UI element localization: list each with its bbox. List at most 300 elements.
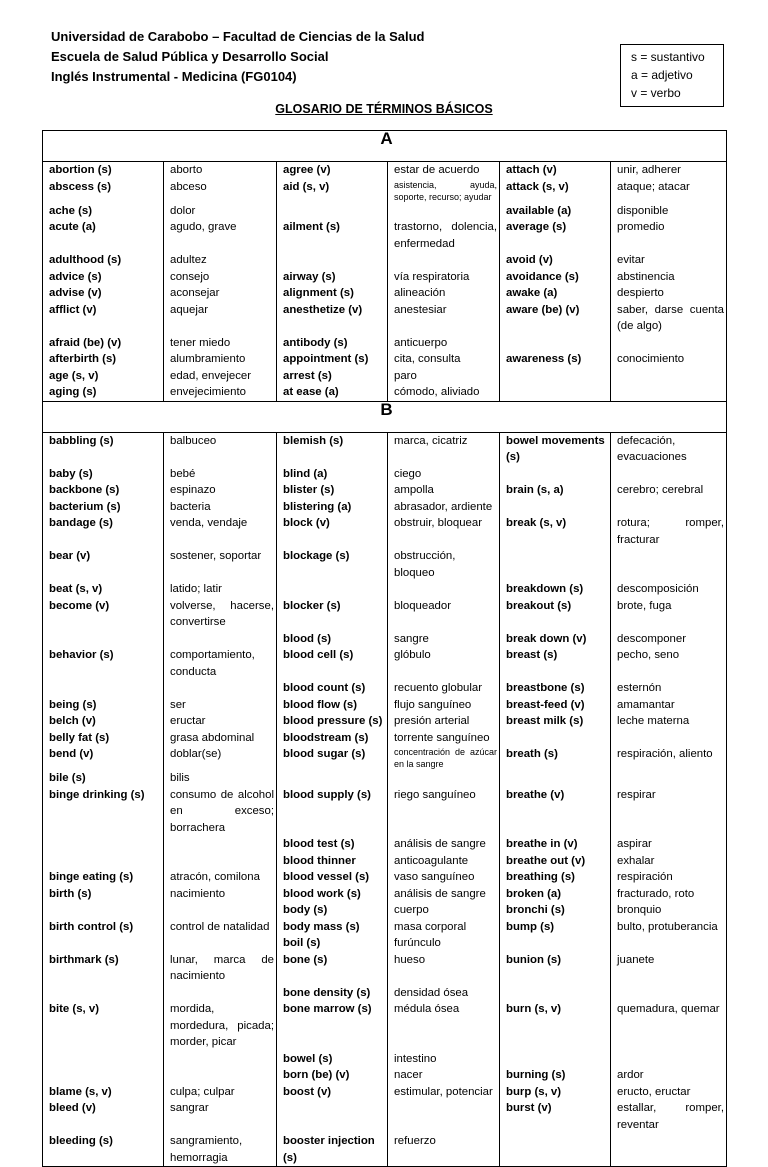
definition-cell: nacer (388, 1067, 500, 1084)
definition-cell: despierto (611, 285, 727, 302)
term-cell: at ease (a) (277, 384, 388, 401)
definition-cell (611, 548, 727, 581)
term-cell: available (a) (500, 203, 611, 220)
term-cell: breathe in (v) (500, 836, 611, 853)
definition-cell (611, 466, 727, 483)
definition-cell: bilis (164, 770, 277, 787)
abbreviation-legend (620, 44, 724, 107)
definition-cell: abrasador, ardiente (388, 499, 500, 516)
table-row (43, 1001, 727, 1051)
term-cell: bowel movements (s) (500, 432, 611, 466)
definition-cell: edad, envejecer (164, 368, 277, 385)
term-cell: advice (s) (43, 269, 164, 286)
term-cell: blockage (s) (277, 548, 388, 581)
table-row (43, 252, 727, 269)
definition-cell: defecación, evacuaciones (611, 432, 727, 466)
definition-cell (611, 368, 727, 385)
definition-cell: masa corporal (388, 919, 500, 936)
term-cell (277, 770, 388, 787)
table-row (43, 499, 727, 516)
section-header-row (43, 401, 727, 432)
table-row (43, 515, 727, 548)
term-cell: birth control (s) (43, 919, 164, 936)
term-cell: breakdown (s) (500, 581, 611, 598)
definition-cell (164, 1051, 277, 1068)
term-cell: bile (s) (43, 770, 164, 787)
table-row (43, 836, 727, 853)
table-row (43, 631, 727, 648)
table-row (43, 482, 727, 499)
definition-cell: bebé (164, 466, 277, 483)
definition-cell: glóbulo (388, 647, 500, 680)
table-row (43, 1100, 727, 1133)
definition-cell: alumbramiento (164, 351, 277, 368)
table-row (43, 368, 727, 385)
table-row (43, 869, 727, 886)
term-cell: age (s, v) (43, 368, 164, 385)
definition-cell: eructo, eructar (611, 1084, 727, 1101)
definition-cell: sangre (388, 631, 500, 648)
header-line-course: Inglés Instrumental - Medicina (FG0104) (51, 69, 297, 84)
definition-cell: nacimiento (164, 886, 277, 903)
term-cell: birthmark (s) (43, 952, 164, 985)
term-cell: burp (s, v) (500, 1084, 611, 1101)
table-row (43, 581, 727, 598)
definition-cell: hueso (388, 952, 500, 985)
table-row (43, 886, 727, 903)
term-cell: blood sugar (s) (277, 746, 388, 770)
table-row (43, 1067, 727, 1084)
legend-item: s = sustantivo (631, 50, 705, 64)
definition-cell: cómodo, aliviado (388, 384, 500, 401)
definition-cell (611, 1051, 727, 1068)
term-cell: blood flow (s) (277, 697, 388, 714)
term-cell (500, 770, 611, 787)
term-cell: bite (s, v) (43, 1001, 164, 1051)
table-row (43, 985, 727, 1002)
table-row (43, 902, 727, 919)
definition-cell: amamantar (611, 697, 727, 714)
term-cell: burning (s) (500, 1067, 611, 1084)
term-cell: breastbone (s) (500, 680, 611, 697)
term-cell: bone marrow (s) (277, 1001, 388, 1051)
definition-cell (164, 1067, 277, 1084)
header-line-school: Escuela de Salud Pública y Desarrollo Social (51, 49, 329, 64)
definition-cell: saber, darse cuenta (de algo) (611, 302, 727, 335)
table-row (43, 219, 727, 252)
definition-cell: unir, adherer (611, 162, 727, 179)
table-row (43, 952, 727, 985)
term-cell: being (s) (43, 697, 164, 714)
term-cell: awake (a) (500, 285, 611, 302)
term-cell: behavior (s) (43, 647, 164, 680)
term-cell (500, 466, 611, 483)
definition-cell (164, 631, 277, 648)
term-cell (43, 1051, 164, 1068)
definition-cell: consumo de alcohol en exceso; borrachera (164, 787, 277, 837)
definition-cell: anestesiar (388, 302, 500, 335)
term-cell: avoidance (s) (500, 269, 611, 286)
term-cell: blood supply (s) (277, 787, 388, 837)
definition-cell: sangramiento, hemorragia (164, 1133, 277, 1167)
definition-cell: bacteria (164, 499, 277, 516)
definition-cell: ataque; atacar (611, 179, 727, 203)
term-cell: blood test (s) (277, 836, 388, 853)
table-row (43, 179, 727, 203)
section-letter: B (43, 401, 727, 432)
term-cell (277, 1100, 388, 1133)
definition-cell (388, 252, 500, 269)
term-cell: aware (be) (v) (500, 302, 611, 335)
table-row (43, 598, 727, 631)
term-cell: booster injection (s) (277, 1133, 388, 1167)
definition-cell (164, 902, 277, 919)
term-cell: airway (s) (277, 269, 388, 286)
term-cell: average (s) (500, 219, 611, 252)
term-cell: bandage (s) (43, 515, 164, 548)
definition-cell: intestino (388, 1051, 500, 1068)
term-cell (500, 935, 611, 952)
definition-cell: envejecimiento (164, 384, 277, 401)
definition-cell (164, 853, 277, 870)
definition-cell (164, 680, 277, 697)
definition-cell: cuerpo (388, 902, 500, 919)
term-cell: boil (s) (277, 935, 388, 952)
term-cell: blood work (s) (277, 886, 388, 903)
term-cell (43, 631, 164, 648)
definition-cell: flujo sanguíneo (388, 697, 500, 714)
definition-cell: estimular, potenciar (388, 1084, 500, 1101)
definition-cell (164, 836, 277, 853)
table-row (43, 302, 727, 335)
table-row (43, 335, 727, 352)
term-cell: burn (s, v) (500, 1001, 611, 1051)
term-cell: become (v) (43, 598, 164, 631)
definition-cell (388, 203, 500, 220)
term-cell: ailment (s) (277, 219, 388, 252)
definition-cell (611, 499, 727, 516)
term-cell (43, 836, 164, 853)
definition-cell: sangrar (164, 1100, 277, 1133)
term-cell: belch (v) (43, 713, 164, 730)
table-row (43, 770, 727, 787)
table-row (43, 647, 727, 680)
term-cell: bone density (s) (277, 985, 388, 1002)
term-cell: blame (s, v) (43, 1084, 164, 1101)
term-cell (43, 985, 164, 1002)
term-cell (43, 935, 164, 952)
term-cell: born (be) (v) (277, 1067, 388, 1084)
table-row (43, 787, 727, 837)
term-cell: block (v) (277, 515, 388, 548)
term-cell: bleed (v) (43, 1100, 164, 1133)
definition-cell (611, 335, 727, 352)
term-cell: agree (v) (277, 162, 388, 179)
definition-cell: venda, vendaje (164, 515, 277, 548)
term-cell: break down (v) (500, 631, 611, 648)
definition-cell: bulto, protuberancia (611, 919, 727, 936)
table-row (43, 1084, 727, 1101)
definition-cell: trastorno, dolencia, enfermedad (388, 219, 500, 252)
definition-cell: asistencia, ayuda, soporte, recurso; ayudar (388, 179, 500, 203)
term-cell: attack (s, v) (500, 179, 611, 203)
definition-cell: brote, fuga (611, 598, 727, 631)
term-cell (43, 680, 164, 697)
definition-cell: espinazo (164, 482, 277, 499)
definition-cell: exhalar (611, 853, 727, 870)
term-cell: avoid (v) (500, 252, 611, 269)
term-cell: awareness (s) (500, 351, 611, 368)
table-row (43, 935, 727, 952)
table-row (43, 919, 727, 936)
definition-cell: aconsejar (164, 285, 277, 302)
definition-cell: aspirar (611, 836, 727, 853)
term-cell: acute (a) (43, 219, 164, 252)
definition-cell: bloqueador (388, 598, 500, 631)
term-cell: advise (v) (43, 285, 164, 302)
legend-item: a = adjetivo (631, 68, 693, 82)
table-row (43, 730, 727, 747)
definition-cell: médula ósea (388, 1001, 500, 1051)
definition-cell: agudo, grave (164, 219, 277, 252)
definition-cell (388, 581, 500, 598)
term-cell: baby (s) (43, 466, 164, 483)
definition-cell: descomponer (611, 631, 727, 648)
definition-cell: aquejar (164, 302, 277, 335)
definition-cell: leche materna (611, 713, 727, 730)
table-row (43, 713, 727, 730)
term-cell: attach (v) (500, 162, 611, 179)
definition-cell: marca, cicatriz (388, 432, 500, 466)
definition-cell: densidad ósea (388, 985, 500, 1002)
term-cell: afflict (v) (43, 302, 164, 335)
definition-cell: análisis de sangre (388, 836, 500, 853)
term-cell: afraid (be) (v) (43, 335, 164, 352)
definition-cell: sostener, soportar (164, 548, 277, 581)
term-cell (500, 384, 611, 401)
term-cell: birth (s) (43, 886, 164, 903)
term-cell: breast milk (s) (500, 713, 611, 730)
definition-cell (611, 1133, 727, 1167)
definition-cell (611, 985, 727, 1002)
term-cell: brain (s, a) (500, 482, 611, 499)
table-row (43, 285, 727, 302)
term-cell (277, 203, 388, 220)
definition-cell (164, 935, 277, 952)
header-line-university: Universidad de Carabobo – Facultad de Ciencias de la Salud (51, 29, 425, 44)
document-header (51, 27, 425, 87)
term-cell: blister (s) (277, 482, 388, 499)
term-cell: blood pressure (s) (277, 713, 388, 730)
definition-cell: cerebro; cerebral (611, 482, 727, 499)
term-cell: blemish (s) (277, 432, 388, 466)
term-cell: blood thinner (277, 853, 388, 870)
term-cell: bloodstream (s) (277, 730, 388, 747)
definition-cell: ser (164, 697, 277, 714)
term-cell: breast (s) (500, 647, 611, 680)
definition-cell (611, 935, 727, 952)
definition-cell: respiración, aliento (611, 746, 727, 770)
table-row (43, 203, 727, 220)
term-cell: alignment (s) (277, 285, 388, 302)
definition-cell: furúnculo (388, 935, 500, 952)
definition-cell: alineación (388, 285, 500, 302)
definition-cell: grasa abdominal (164, 730, 277, 747)
term-cell: bump (s) (500, 919, 611, 936)
term-cell: bacterium (s) (43, 499, 164, 516)
table-row (43, 269, 727, 286)
glossary-table (42, 130, 727, 1167)
definition-cell: concentración de azúcar en la sangre (388, 746, 500, 770)
definition-cell: ardor (611, 1067, 727, 1084)
definition-cell (164, 985, 277, 1002)
definition-cell: atracón, comilona (164, 869, 277, 886)
term-cell: blind (a) (277, 466, 388, 483)
definition-cell: doblar(se) (164, 746, 277, 770)
definition-cell: volverse, hacerse, convertirse (164, 598, 277, 631)
term-cell (43, 902, 164, 919)
definition-cell: anticuerpo (388, 335, 500, 352)
definition-cell: descomposición (611, 581, 727, 598)
term-cell: beat (s, v) (43, 581, 164, 598)
table-row (43, 351, 727, 368)
definition-cell: presión arterial (388, 713, 500, 730)
section-header-row (43, 131, 727, 162)
definition-cell: bronquio (611, 902, 727, 919)
definition-cell: dolor (164, 203, 277, 220)
term-cell: belly fat (s) (43, 730, 164, 747)
term-cell: adulthood (s) (43, 252, 164, 269)
term-cell (500, 548, 611, 581)
table-row (43, 548, 727, 581)
term-cell: burst (v) (500, 1100, 611, 1133)
definition-cell: riego sanguíneo (388, 787, 500, 837)
term-cell: breath (s) (500, 746, 611, 770)
term-cell: bunion (s) (500, 952, 611, 985)
term-cell: appointment (s) (277, 351, 388, 368)
term-cell: antibody (s) (277, 335, 388, 352)
definition-cell: refuerzo (388, 1133, 500, 1167)
definition-cell (611, 730, 727, 747)
term-cell: bleeding (s) (43, 1133, 164, 1167)
term-cell: binge drinking (s) (43, 787, 164, 837)
table-row (43, 853, 727, 870)
definition-cell: disponible (611, 203, 727, 220)
definition-cell: eructar (164, 713, 277, 730)
term-cell: babbling (s) (43, 432, 164, 466)
definition-cell: ciego (388, 466, 500, 483)
term-cell: body (s) (277, 902, 388, 919)
term-cell: body mass (s) (277, 919, 388, 936)
term-cell: blistering (a) (277, 499, 388, 516)
term-cell: break (s, v) (500, 515, 611, 548)
definition-cell: promedio (611, 219, 727, 252)
table-row (43, 466, 727, 483)
definition-cell: vaso sanguíneo (388, 869, 500, 886)
definition-cell: culpa; culpar (164, 1084, 277, 1101)
term-cell (500, 368, 611, 385)
definition-cell: vía respiratoria (388, 269, 500, 286)
term-cell: breathing (s) (500, 869, 611, 886)
term-cell (500, 335, 611, 352)
table-row (43, 384, 727, 401)
term-cell (500, 1133, 611, 1167)
term-cell: anesthetize (v) (277, 302, 388, 335)
table-row (43, 1133, 727, 1167)
term-cell (500, 1051, 611, 1068)
term-cell: breast-feed (v) (500, 697, 611, 714)
term-cell: breakout (s) (500, 598, 611, 631)
term-cell: arrest (s) (277, 368, 388, 385)
definition-cell: estallar, romper, reventar (611, 1100, 727, 1133)
term-cell: bone (s) (277, 952, 388, 985)
table-row (43, 697, 727, 714)
table-row (43, 746, 727, 770)
definition-cell: adultez (164, 252, 277, 269)
definition-cell: control de natalidad (164, 919, 277, 936)
definition-cell: quemadura, quemar (611, 1001, 727, 1051)
term-cell: binge eating (s) (43, 869, 164, 886)
definition-cell: abstinencia (611, 269, 727, 286)
table-row (43, 162, 727, 179)
term-cell: abscess (s) (43, 179, 164, 203)
term-cell (43, 853, 164, 870)
term-cell: blood (s) (277, 631, 388, 648)
definition-cell: anticoagulante (388, 853, 500, 870)
definition-cell (388, 770, 500, 787)
term-cell: abortion (s) (43, 162, 164, 179)
glossary-title: GLOSARIO DE TÉRMINOS BÁSICOS (275, 102, 493, 116)
term-cell (43, 1067, 164, 1084)
term-cell: bronchi (s) (500, 902, 611, 919)
glossary-body (43, 131, 727, 1167)
term-cell (277, 252, 388, 269)
definition-cell: cita, consulta (388, 351, 500, 368)
definition-cell: obstrucción, bloqueo (388, 548, 500, 581)
definition-cell: consejo (164, 269, 277, 286)
section-letter: A (43, 131, 727, 162)
term-cell: bend (v) (43, 746, 164, 770)
term-cell: aid (s, v) (277, 179, 388, 203)
definition-cell: conocimiento (611, 351, 727, 368)
definition-cell: aborto (164, 162, 277, 179)
term-cell: blood count (s) (277, 680, 388, 697)
definition-cell: latido; latir (164, 581, 277, 598)
definition-cell: mordida, mordedura, picada; morder, picar (164, 1001, 277, 1051)
definition-cell: tener miedo (164, 335, 277, 352)
definition-cell: juanete (611, 952, 727, 985)
term-cell (500, 730, 611, 747)
term-cell: afterbirth (s) (43, 351, 164, 368)
definition-cell: pecho, seno (611, 647, 727, 680)
term-cell: breathe (v) (500, 787, 611, 837)
definition-cell: lunar, marca de nacimiento (164, 952, 277, 985)
definition-cell: respiración (611, 869, 727, 886)
definition-cell: respirar (611, 787, 727, 837)
definition-cell: ampolla (388, 482, 500, 499)
definition-cell: paro (388, 368, 500, 385)
term-cell: blood cell (s) (277, 647, 388, 680)
term-cell: blocker (s) (277, 598, 388, 631)
definition-cell: comportamiento, conducta (164, 647, 277, 680)
term-cell (277, 581, 388, 598)
definition-cell: estar de acuerdo (388, 162, 500, 179)
term-cell: backbone (s) (43, 482, 164, 499)
definition-cell (611, 384, 727, 401)
definition-cell: obstruir, bloquear (388, 515, 500, 548)
term-cell: boost (v) (277, 1084, 388, 1101)
term-cell: bowel (s) (277, 1051, 388, 1068)
